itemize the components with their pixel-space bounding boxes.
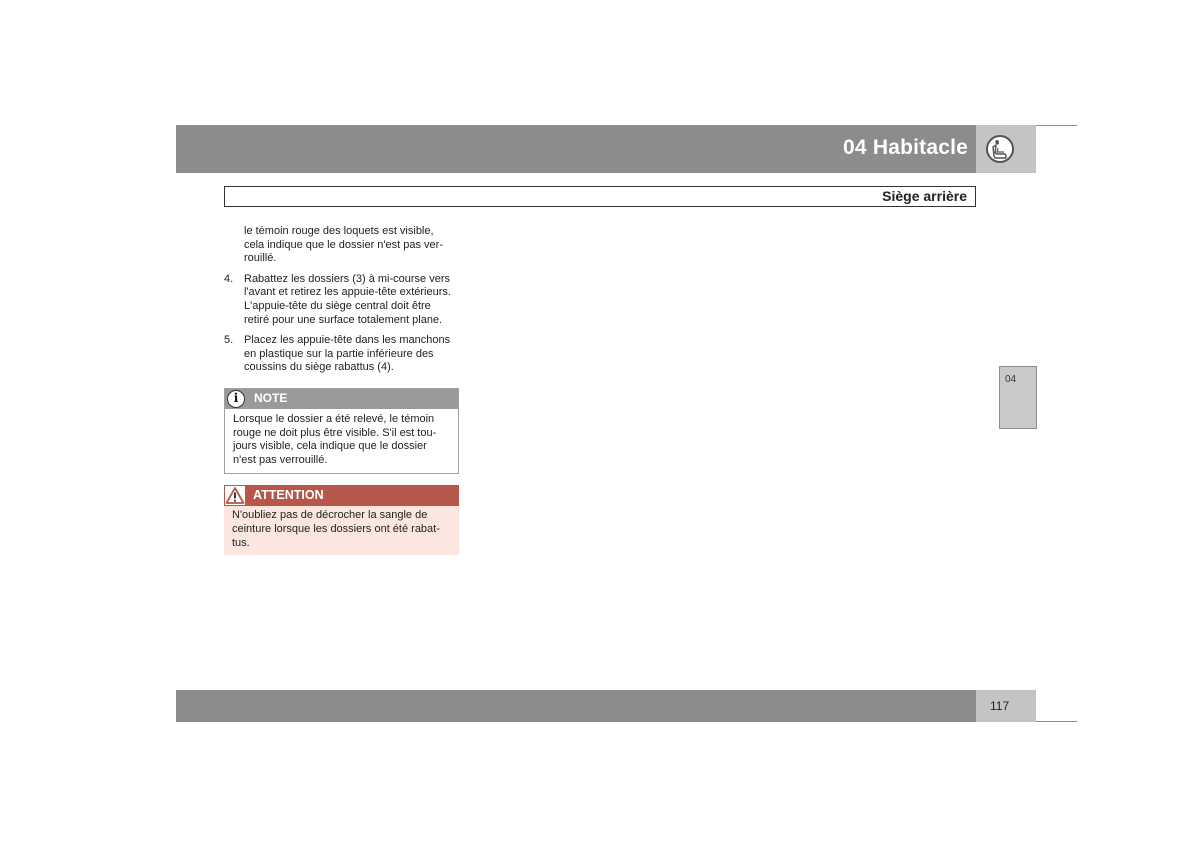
warning-triangle-icon: [225, 486, 245, 505]
text-line: n'est pas verrouillé.: [233, 453, 328, 466]
footer-bar: [176, 690, 976, 722]
text-line: rouillé.: [244, 252, 277, 265]
continued-paragraph: [224, 225, 460, 266]
text-line: en plastique sur la partie inférieure des: [244, 347, 434, 360]
list-number: 5.: [224, 334, 234, 347]
text-line: le témoin rouge des loquets est visible,: [244, 225, 434, 237]
side-tab-label: 04: [1005, 374, 1017, 385]
section-title: Siège arrière: [882, 188, 967, 204]
list-item: [224, 273, 460, 327]
text-line: tus.: [232, 536, 250, 549]
content-column: [224, 225, 460, 555]
text-line: jours visible, cela indique que le dossier: [233, 440, 427, 453]
text-line: l'avant et retirez les appuie-tête extérieurs.: [244, 286, 451, 299]
info-icon: i: [227, 390, 245, 408]
text-line: cela indique que le dossier n'est pas ver-: [244, 238, 443, 251]
text-line: Placez les appuie-tête dans les manchons: [244, 334, 451, 347]
text-line: coussins du siège rabattus (4).: [244, 361, 394, 374]
text-line: ceinture lorsque les dossiers ont été rabat-: [232, 522, 440, 535]
chapter-side-tab: [999, 366, 1037, 429]
note-box: [224, 388, 459, 474]
attention-label: ATTENTION: [253, 488, 324, 503]
section-title-box: [224, 186, 976, 207]
chapter-title: 04 Habitacle: [843, 136, 968, 159]
header-rule: [1036, 125, 1077, 126]
attention-box: [224, 485, 459, 555]
note-body: [225, 409, 458, 473]
text-line: rouge ne doit plus être visible. S'il est tou-: [233, 426, 437, 439]
text-line: Lorsque le dossier a été relevé, le témoin: [233, 412, 435, 425]
text-line: L'appuie-tête du siège central doit être: [244, 299, 431, 312]
note-label: NOTE: [254, 390, 288, 405]
list-number: 4.: [224, 272, 234, 285]
note-header: [225, 389, 458, 409]
header-icon-box: [976, 125, 1036, 173]
header-bar: [176, 125, 976, 173]
page-number: 117: [990, 699, 1010, 713]
text-line: N'oubliez pas de décrocher la sangle de: [232, 509, 428, 522]
list-item: [224, 334, 460, 375]
page-number-box: [976, 690, 1036, 722]
attention-header: [224, 485, 459, 506]
text-line: Rabattez les dossiers (3) à mi-course vers: [244, 272, 451, 285]
footer-rule: [1036, 721, 1077, 722]
text-line: retiré pour une surface totalement plane.: [244, 313, 443, 326]
seat-icon: [986, 135, 1014, 163]
attention-body: [224, 506, 459, 555]
